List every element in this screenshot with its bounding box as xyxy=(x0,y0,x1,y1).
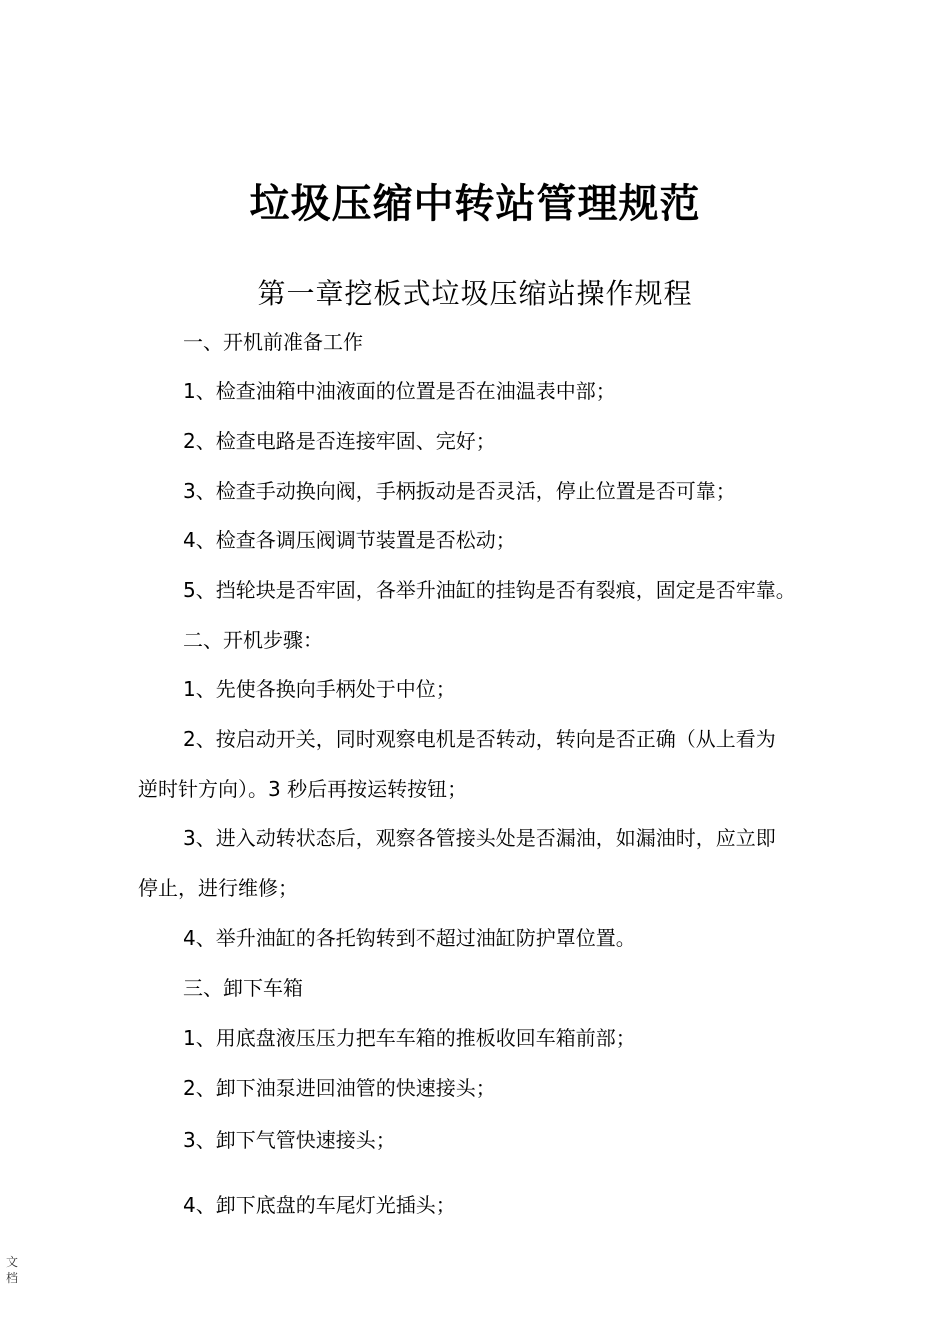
paragraph-line: 1、先使各换向手柄处于中位； xyxy=(183,677,456,701)
chapter-heading: 第一章挖板式垃圾压缩站操作规程 xyxy=(257,277,693,310)
paragraph-line: 4、举升油缸的各托钩转到不超过油缸防护罩位置。 xyxy=(183,926,636,950)
paragraph-line-continuation: 逆时针方向）。3 秒后再按运转按钮； xyxy=(138,777,468,801)
paragraph-line: 1、检查油箱中油液面的位置是否在油温表中部； xyxy=(183,379,616,403)
document-title: 垃圾压缩中转站管理规范 xyxy=(249,181,701,227)
paragraph-line-continuation: 停止，进行维修； xyxy=(138,876,298,900)
section-heading-2: 二、开机步骤： xyxy=(183,628,323,652)
paragraph-line: 2、按启动开关，同时观察电机是否转动，转向是否正确（从上看为 xyxy=(183,727,776,751)
paragraph-line: 5、挡轮块是否牢固，各举升油缸的挂钩是否有裂痕，固定是否牢靠。 xyxy=(183,578,796,602)
section-heading-3: 三、卸下车箱 xyxy=(183,976,303,1000)
paragraph-line: 2、卸下油泵进回油管的快速接头； xyxy=(183,1076,496,1100)
paragraph-line: 4、检查各调压阀调节装置是否松动； xyxy=(183,528,516,552)
paragraph-line: 2、检查电路是否连接牢固、完好； xyxy=(183,429,496,453)
paragraph-line: 3、检查手动换向阀，手柄扳动是否灵活，停止位置是否可靠； xyxy=(183,479,736,503)
paragraph-line: 4、卸下底盘的车尾灯光插头； xyxy=(183,1193,456,1217)
section-heading-1: 一、开机前准备工作 xyxy=(183,330,363,354)
margin-note: 文档 xyxy=(6,1255,19,1285)
paragraph-line: 1、用底盘液压压力把车车箱的推板收回车箱前部； xyxy=(183,1026,636,1050)
paragraph-line: 3、卸下气管快速接头； xyxy=(183,1128,396,1152)
paragraph-line: 3、进入动转状态后，观察各管接头处是否漏油，如漏油时，应立即 xyxy=(183,826,776,850)
